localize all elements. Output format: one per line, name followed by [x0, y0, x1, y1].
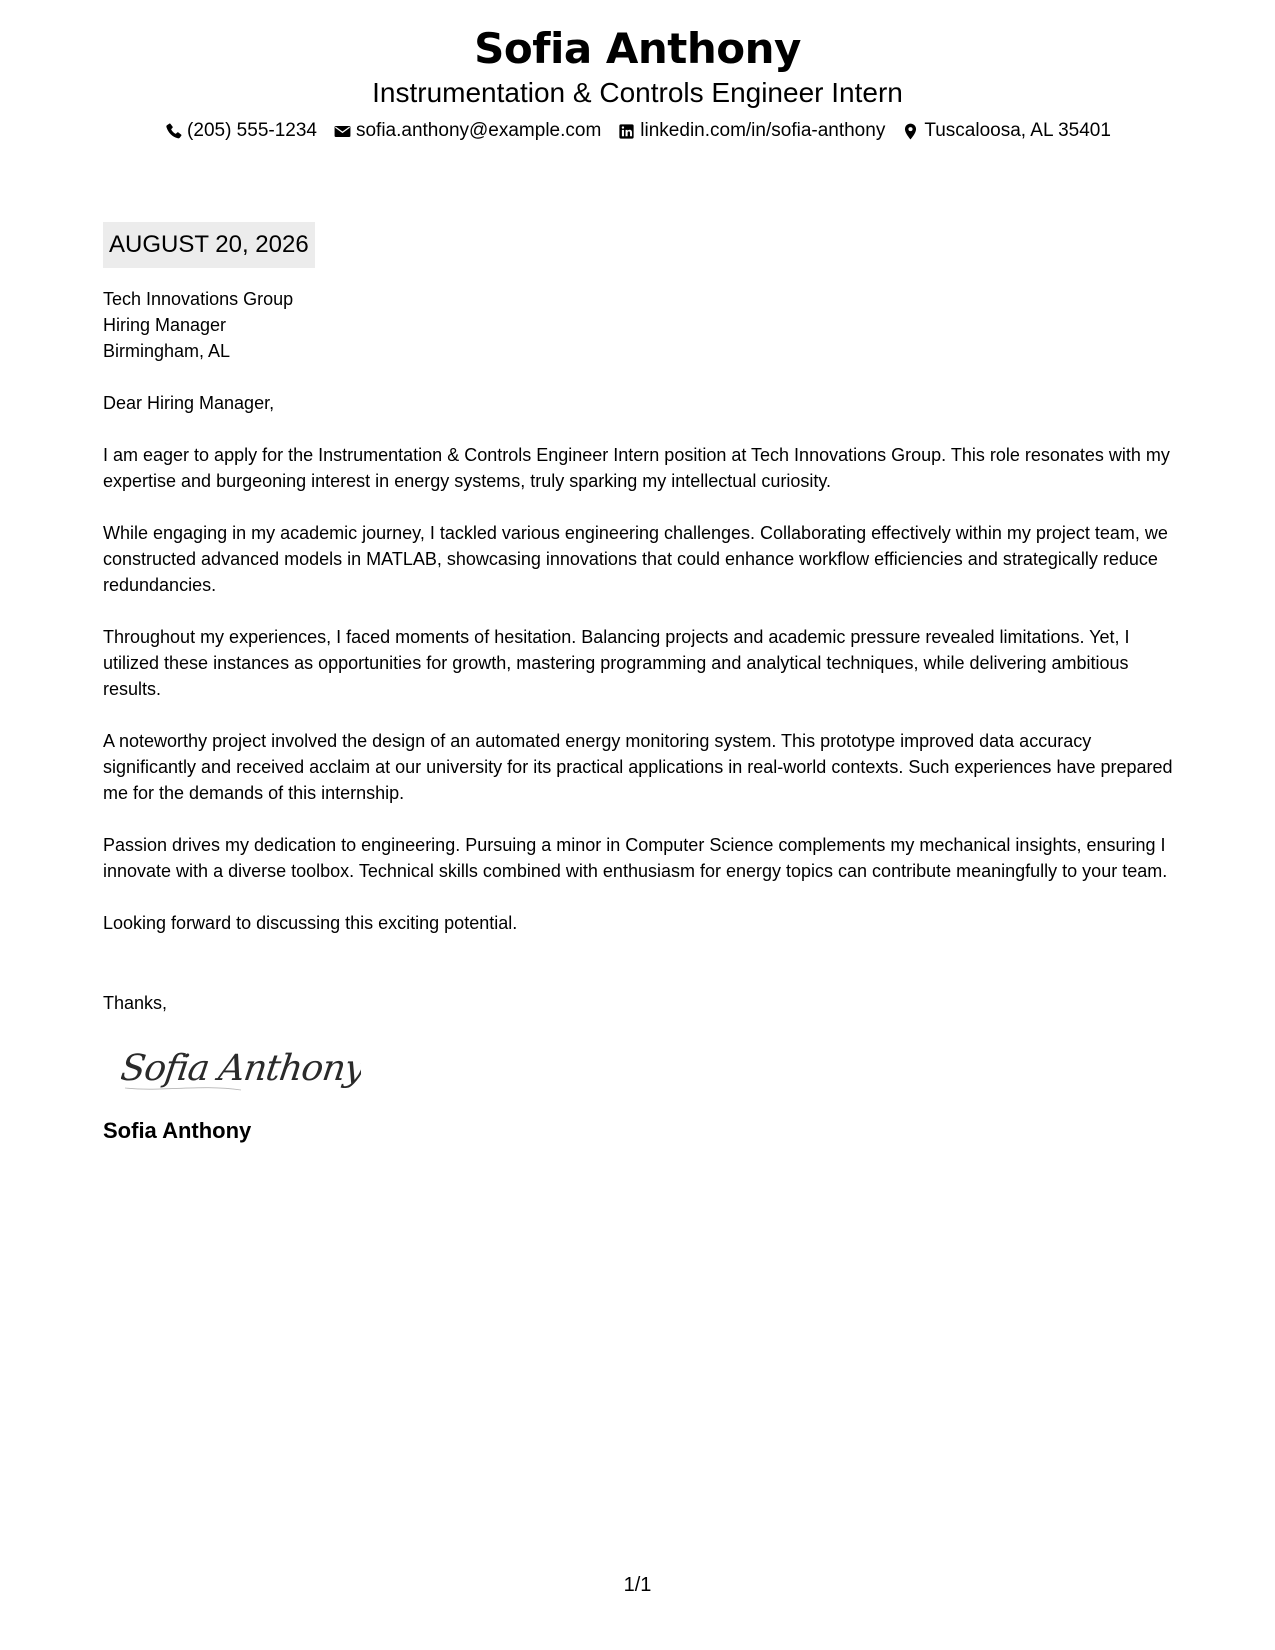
- contact-location: [901, 118, 1111, 144]
- email-link[interactable]: sofia.anthony@example.com: [355, 120, 602, 141]
- recipient-company: Tech Innovations Group: [103, 289, 294, 309]
- body-paragraph: While engaging in my academic journey, I tackled various engineering challenges. Collaborating effectively within my project team, we constructed advanced models in MATLAB, showcasing innovations that could enhance workflow efficiencies and strategically reduce redundancies.: [103, 523, 1168, 595]
- body-paragraph: Passion drives my dedication to engineering. Pursuing a minor in Computer Science complements my mechanical insights, ensuring I innovate with a diverse toolbox. Technical skills combined with enthusiasm for energy topics can contribute meaningfully to your team.: [103, 835, 1168, 881]
- location-text: Tuscaloosa, AL 35401: [924, 120, 1111, 141]
- sign-off: Thanks,: [103, 993, 168, 1013]
- contact-info: [0, 118, 1275, 144]
- svg-text:Sofia Anthony: Sofia Anthony: [121, 1046, 361, 1089]
- letter-date: AUGUST 20, 2026: [103, 222, 315, 268]
- recipient-role: Hiring Manager: [103, 315, 227, 335]
- applicant-title: Instrumentation & Controls Engineer Intern: [372, 77, 903, 108]
- page-number: 1/1: [623, 1574, 652, 1596]
- letter-header: [0, 22, 1275, 144]
- salutation: Dear Hiring Manager,: [103, 393, 275, 413]
- linkedin-icon: [617, 122, 636, 141]
- letter-body: [103, 222, 1173, 1146]
- envelope-icon: [333, 122, 352, 141]
- handwritten-signature: [121, 1040, 361, 1096]
- body-paragraph: I am eager to apply for the Instrumentation & Controls Engineer Intern position at Tech Innovations Group. This role resonates with my expertise and burgeoning interest in energy systems, truly sparking my intellectual curiosity.: [103, 445, 1170, 491]
- phone-icon: [164, 122, 183, 141]
- signed-name: Sofia Anthony: [103, 1118, 252, 1143]
- closing-line: Looking forward to discussing this exciting potential.: [103, 913, 518, 933]
- contact-email[interactable]: [333, 118, 601, 144]
- phone-text: (205) 555-1234: [187, 120, 317, 141]
- map-marker-icon: [901, 122, 920, 141]
- body-paragraph: A noteworthy project involved the design of an automated energy monitoring system. This prototype improved data accuracy significantly and received acclaim at our university for its practical applications in real-world contexts. Such experiences have prepared me for the demands of this internship.: [103, 731, 1173, 803]
- recipient-location: Birmingham, AL: [103, 341, 231, 361]
- body-paragraph: Throughout my experiences, I faced moments of hesitation. Balancing projects and academic pressure revealed limitations. Yet, I utilized these instances as opportunities for growth, mastering programming and analytical techniques, while delivering ambitious results.: [103, 627, 1130, 699]
- contact-linkedin[interactable]: [617, 118, 885, 144]
- recipient-block: [103, 286, 1173, 364]
- applicant-name: Sofia Anthony: [474, 24, 801, 73]
- linkedin-link[interactable]: linkedin.com/in/sofia-anthony: [640, 120, 886, 141]
- contact-phone: [164, 118, 317, 144]
